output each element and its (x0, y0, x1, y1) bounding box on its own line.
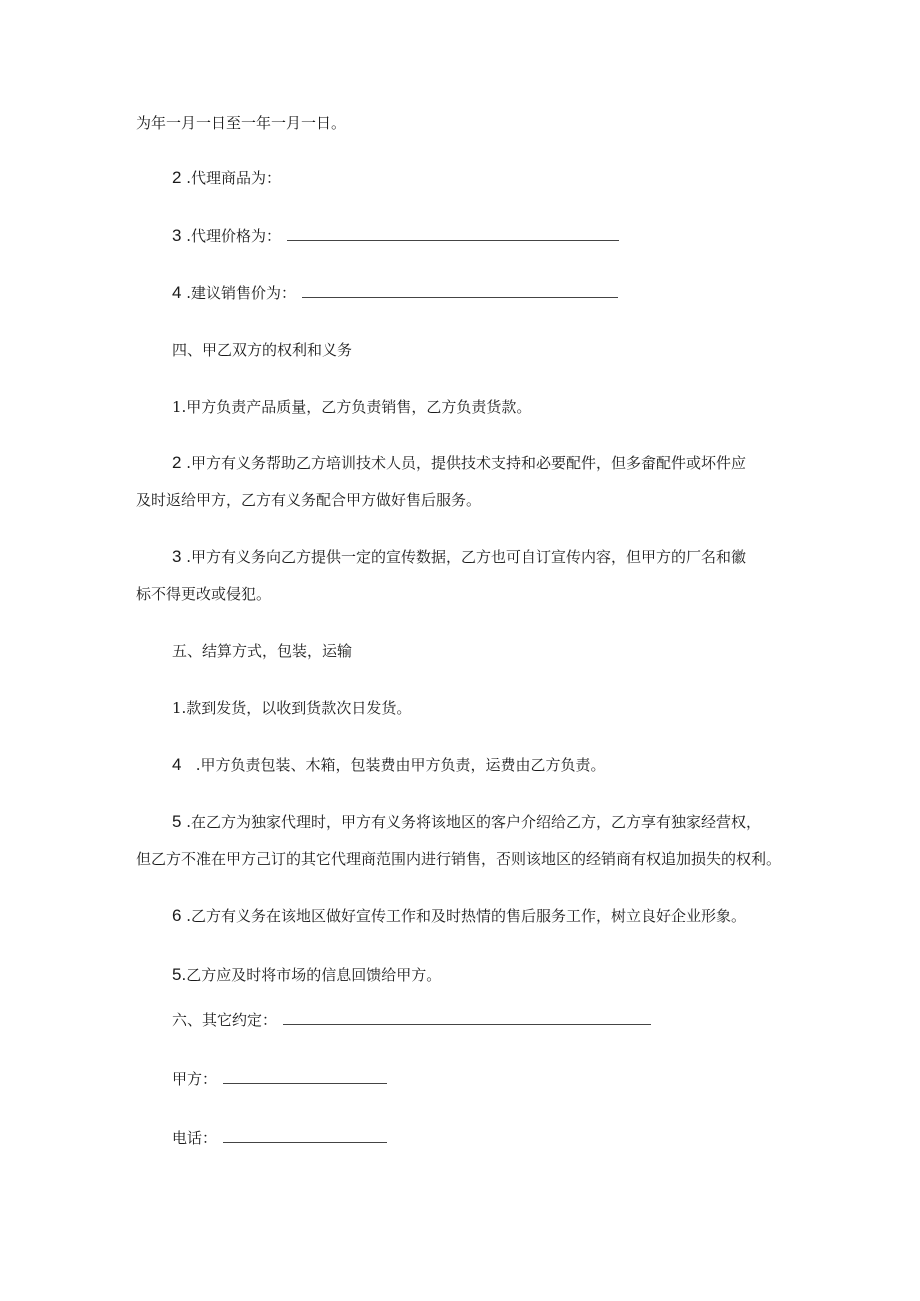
section-4-heading (172, 340, 352, 360)
paragraph-text: 标不得更改或侵犯。 (136, 585, 272, 603)
s4-item-2-line2 (136, 490, 481, 510)
section-heading-text: 五、结算方式，包装，运输 (172, 642, 353, 660)
paragraph-text: 但乙方不准在甲方己订的其它代理商范围内进行销售，否则该地区的经销商有权追加损失的权利。 (136, 850, 782, 868)
s5-item-5-line1 (172, 812, 761, 832)
paragraph-text: 乙方应及时将市场的信息回馈给甲方。 (186, 966, 442, 984)
item-number: 5 (172, 812, 182, 831)
phone-line (172, 1128, 387, 1148)
term-text: 为年一月一日至一年一月一日。 (136, 114, 347, 132)
section-heading-text: 六、其它约定： (172, 1011, 278, 1029)
item-number: 6 (172, 906, 182, 925)
s5-item-1 (172, 698, 411, 718)
paragraph-text: .在乙方为独家代理时，甲方有义务将该地区的客户介绍给乙方，乙方享有独家经营权， (181, 813, 762, 831)
paragraph-text: 及时返给甲方，乙方有义务配合甲方做好售后服务。 (136, 491, 482, 509)
item-number: 4 (172, 755, 182, 774)
party-a-line (172, 1069, 387, 1089)
item-number: 2 (172, 453, 182, 472)
item-label: .建议销售价为： (181, 284, 297, 302)
phone-label: 电话： (172, 1129, 218, 1147)
phone-blank-field[interactable] (223, 1130, 387, 1143)
item-number: 3 (172, 226, 182, 245)
price-blank-field[interactable] (287, 228, 619, 241)
section-heading-text: 四、甲乙双方的权利和义务 (172, 341, 353, 359)
section-6-line (172, 1010, 651, 1030)
item-label: .代理价格为： (181, 227, 282, 245)
paragraph-text: .甲方有义务向乙方提供一定的宣传数据，乙方也可自订宣传内容，但甲方的厂名和徽 (181, 548, 747, 566)
item-3-line (172, 226, 619, 246)
party-a-label: 甲方： (172, 1070, 218, 1088)
term-line (136, 113, 346, 133)
section-5-heading (172, 641, 352, 661)
s5-item-7 (172, 965, 441, 985)
s5-item-6 (172, 906, 746, 926)
item-number: 5. (172, 965, 187, 984)
paragraph-text: .乙方有义务在该地区做好宣传工作和及时热情的售后服务工作，树立良好企业形象。 (181, 907, 747, 925)
item-number: 3 (172, 547, 182, 566)
s5-item-4 (172, 755, 606, 775)
s4-item-2-line1 (172, 453, 746, 473)
item-label: .代理商品为： (181, 169, 282, 187)
other-terms-blank-field[interactable] (283, 1012, 651, 1025)
paragraph-text: 1.款到发货，以收到货款次日发货。 (172, 699, 412, 717)
item-4-line (172, 283, 618, 303)
paragraph-text: 1.甲方负责产品质量，乙方负责销售，乙方负责货款。 (172, 398, 532, 416)
s5-item-5-line2 (136, 849, 781, 869)
s4-item-3-line2 (136, 584, 271, 604)
s4-item-3-line1 (172, 547, 746, 567)
item-number: 4 (172, 283, 182, 302)
party-a-blank-field[interactable] (223, 1071, 387, 1084)
paragraph-text: .甲方有义务帮助乙方培训技术人员，提供技术支持和必要配件，但多畲配件或坏件应 (181, 454, 747, 472)
item-2-line (172, 168, 281, 188)
paragraph-text: .甲方负责包装、木箱，包装费由甲方负责，运费由乙方负责。 (181, 756, 606, 774)
item-number: 2 (172, 168, 182, 187)
s4-item-1 (172, 397, 531, 417)
suggested-price-blank-field[interactable] (302, 285, 618, 298)
